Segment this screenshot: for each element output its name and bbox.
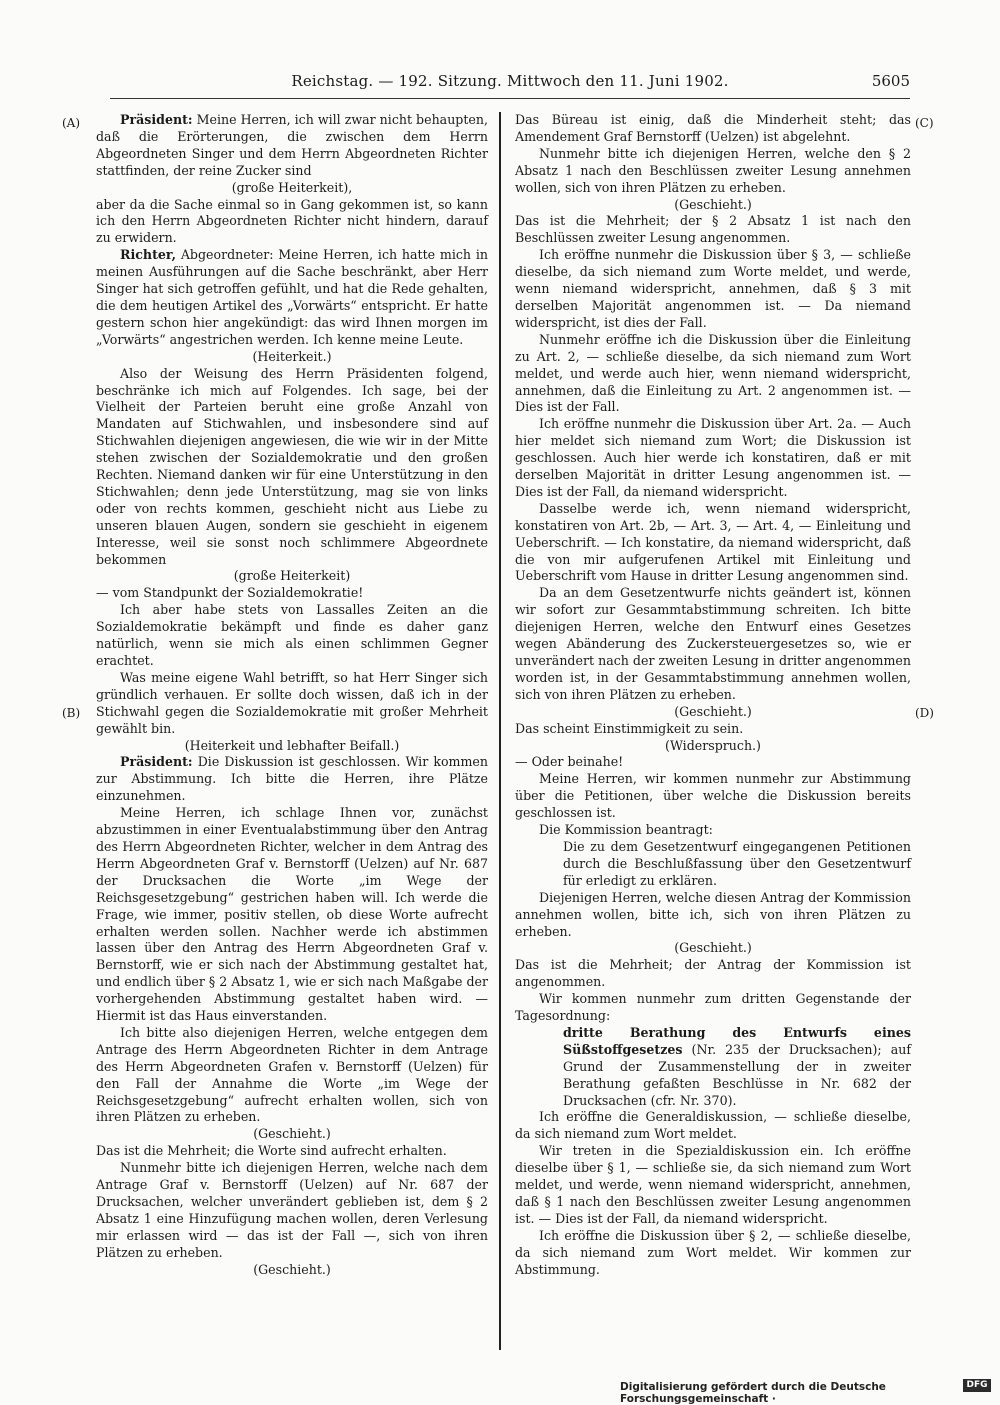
paragraph: Also der Weisung des Herrn Präsidenten folgend, beschränke ich mich auf Folgendes. Ich sage, bei der Vielheit der Parteien beruht eine große Anzahl von Mandaten auf Stichwahlen, und insbesondere sind auf Stichwahlen diejenigen angewiesen, die wie wir in der Mitte stehen zwischen der Sozialdemokratie und den großen Rechten. Niemand danken wir für eine Unterstützung in den Stichwahlen; denn jede Unterstützung, mag sie von links oder von rechts kommen, geschieht nicht aus Liebe zu unseren blauen Augen, sondern sie geschieht in eigenem Interesse, weil sie sonst noch schlimmere Abgeordnete bekommen [96,365,488,567]
paragraph: Wir treten in die Spezialdiskussion ein. Ich eröffne dieselbe über § 1, — schließe sie, da sich niemand zum Wort meldet, und werde, wenn niemand widerspricht, annehmen, daß § 1 nach den Beschlüssen zweiter Lesung angenommen ist. — Dies ist der Fall, da niemand widerspricht. [515,1143,911,1226]
paragraph: Nunmehr bitte ich diejenigen Herren, welche den § 2 Absatz 1 nach den Beschlüssen zweiter Lesung annehmen wollen, sich von ihren Plätzen zu erheben. [515,145,911,195]
agenda-item-text: (Nr. 235 der Drucksachen); auf Grund der Zusammenstellung der in zweiter Berathung gefaßten Beschlüsse in Nr. 682 der Drucksachen (cfr. Nr. 370). [563,1041,911,1108]
paragraph: Das ist die Mehrheit; der Antrag der Kommission ist angenommen. [515,957,911,990]
footer-credit: Digitalisierung gefördert durch die Deutsche Forschungsgemeinschaft · [620,1381,886,1405]
stage-direction: (Geschieht.) [674,940,752,956]
margin-marker-a: (A) [62,116,81,130]
paragraph: Ich aber habe stets von Lassalles Zeiten an die Sozialdemokratie bekämpft und finde es daher ganz natürlich, wenn sie mich als einen schlimmen Gegner erachtet. [96,602,488,668]
speech-text: Abgeordneter: Meine Herren, ich hatte mich in meinen Ausführungen auf die Sache beschränkt, aber Herr Singer hat sich getroffen gefühlt, und hat die Rede gehalten, die dem heutigen Artikel des „Vorwärts“ entspricht. Er hatte gestern schon hier angekündigt: das wird Ihnen morgen im „Vorwärts“ angestrichen werden. Ich kenne meine Leute. [96,247,488,347]
speech-paragraph [96,247,488,348]
paragraph: Da an dem Gesetzentwurfe nichts geändert ist, können wir sofort zur Gesammtabstimmung schreiten. Ich bitte diejenigen Herren, welche den Entwurf eines Gesetzes wegen Abänderung des Zuckersteuergesetzes so, wie er unverändert nach der zweiten Lesung in dritter angenommen worden ist, in der Gesammtabstimmung annehmen wollen, sich von ihren Plätzen zu erheben. [515,585,911,702]
stage-direction: (große Heiterkeit), [231,179,353,195]
stage-direction: (große Heiterkeit) [233,568,351,584]
page-number: 5605 [871,72,910,90]
stage-direction: (Heiterkeit und lebhafter Beifall.) [184,737,400,753]
speaker-name: Präsident: [120,112,193,127]
stage-direction: (Widerspruch.) [665,737,761,753]
speech-paragraph [96,754,488,805]
margin-marker-b: (B) [62,706,81,720]
margin-marker-d: (D) [915,706,934,720]
speech-paragraph [96,112,488,180]
agenda-item-title: dritte Berathung des Entwurfs eines Süßstoffgesetzes [563,1024,911,1057]
paragraph: Das ist die Mehrheit; die Worte sind aufrecht erhalten. [96,1143,447,1159]
agenda-item [563,1025,911,1110]
page-header-title: Reichstag. — 192. Sitzung. Mittwoch den 11. Juni 1902. [291,72,729,90]
paragraph: Dasselbe werde ich, wenn niemand widerspricht, konstatiren von Art. 2b, — Art. 3, — Art. 4, — Einleitung und Ueberschrift. — Ich konstatire, da niemand widerspricht, daß die von mir aufgerufenen Artikel mit Einleitung und Ueberschrift vom Hause in dritter Lesung angenommen sind. [515,500,911,584]
dfg-logo: DFG [963,1379,991,1392]
speech-text: Meine Herren, ich will zwar nicht behaupten, daß die Erörterungen, die zwischen dem Herrn Abgeordneten Singer und dem Herrn Abgeordneten Richter stattfinden, der reine Zucker sind [96,112,488,178]
speech-text: Die Diskussion ist geschlossen. Wir kommen zur Abstimmung. Ich bitte die Herren, ihre Plätze einzunehmen. [96,754,488,804]
speaker-name: Richter, [120,247,177,263]
left-column [96,112,488,1279]
paragraph: Wir kommen nunmehr zum dritten Gegenstande der Tagesordnung: [515,991,911,1024]
paragraph: Die Kommission beantragt: [539,822,713,838]
paragraph: Ich eröffne nunmehr die Diskussion über § 3, — schließe dieselbe, da sich niemand zum Worte meldet, und werde, wenn niemand widerspricht, annehmen, daß § 3 mit derselben Majorität angenommen ist. — Da niemand widerspricht, ist dies der Fall. [515,247,911,330]
paragraph: Meine Herren, wir kommen nunmehr zur Abstimmung über die Petitionen, über welche die Diskussion bereits geschlossen ist. [515,771,911,821]
header-rule [110,98,910,99]
paragraph: — vom Standpunkt der Sozialdemokratie! [96,585,364,601]
paragraph: Das ist die Mehrheit; der § 2 Absatz 1 ist nach den Beschlüssen zweiter Lesung angenommen. [515,213,911,246]
stage-direction: (Geschieht.) [253,1126,331,1142]
stage-direction: (Heiterkeit.) [252,348,332,364]
paragraph: Ich eröffne die Diskussion über § 2, — schließe dieselbe, da sich niemand zum Wort meldet. Wir kommen zur Abstimmung. [515,1227,911,1277]
page-header [110,72,910,94]
motion-text: Die zu dem Gesetzentwurf eingegangenen Petitionen durch die Beschlußfassung über den Gesetzentwurf für erledigt zu erklären. [563,838,911,888]
paragraph: Das Büreau ist einig, daß die Minderheit steht; das Amendement Graf Bernstorff (Uelzen) ist abgelehnt. [515,112,911,144]
paragraph: — Oder beinahe! [515,754,624,770]
speaker-name: Präsident: [120,754,193,770]
right-column [515,112,911,1279]
column-divider [499,112,501,1350]
paragraph: Nunmehr bitte ich diejenigen Herren, welche nach dem Antrage Graf v. Bernstorff (Uelzen) auf Nr. 687 der Drucksachen, welcher unverändert geblieben ist, dem § 2 Absatz 1 eine Hinzufügung machen wollen, deren Verlesung mir erlassen wird — das ist der Fall —, sich von ihren Plätzen zu erheben. [96,1160,488,1260]
stage-direction: (Geschieht.) [253,1261,331,1277]
paragraph: Meine Herren, ich schlage Ihnen vor, zunächst abzustimmen in einer Eventualabstimmung über den Antrag des Herrn Abgeordneten Richter, welcher in dem Antrag des Herrn Abgeordneten Graf v. Bernstorff (Uelzen) auf Nr. 687 der Drucksachen die Worte „im Wege der Reichsgesetzgebung“ gestrichen haben will. Ich werde die Frage, wie immer, positiv stellen, ob diese Worte aufrecht erhalten werden sollen. Nachher werde ich abstimmen lassen über den Antrag des Herrn Abgeordneten Graf v. Bernstorff, wie er sich nach der Abstimmung gestaltet hat, und endlich über § 2 Absatz 1, wie er sich nach Maßgabe der vorhergehenden Abstimmung gestaltet haben wird. — Hiermit ist das Haus einverstanden. [96,805,488,1024]
paragraph: Ich bitte also diejenigen Herren, welche entgegen dem Antrage des Herrn Abgeordneten Richter in dem Antrage des Herrn Abgeordneten Grafen v. Bernstorff (Uelzen) für den Fall der Annahme die Worte „im Wege der Reichsgesetzgebung“ aufrecht erhalten wollen, sich von ihren Plätzen zu erheben. [96,1024,488,1125]
paragraph: Ich eröffne die Generaldiskussion, — schließe dieselbe, da sich niemand zum Wort meldet. [515,1109,911,1142]
paragraph: Nunmehr eröffne ich die Diskussion über die Einleitung zu Art. 2, — schließe dieselbe, da sich niemand zum Wort meldet, und werde auch hier, wenn niemand widerspricht, annehmen, daß die Einleitung zu Art. 2 angenommen ist. — Dies ist der Fall. [515,331,911,415]
paragraph: Was meine eigene Wahl betrifft, so hat Herr Singer sich gründlich verhauen. Er sollte doch wissen, daß ich in der Stichwahl gegen die Sozialdemokratie mit großer Mehrheit gewählt bin. [96,669,488,736]
margin-marker-c: (C) [915,116,934,130]
stage-direction: (Geschieht.) [674,196,752,212]
stage-direction: (Geschieht.) [674,703,752,719]
paragraph: Diejenigen Herren, welche diesen Antrag der Kommission annehmen wollen, bitte ich, sich von ihren Plätzen zu erheben. [515,889,911,939]
paragraph: aber da die Sache einmal so in Gang gekommen ist, so kann ich den Herrn Abgeordneten Richter nicht hindern, darauf zu erwidern. [96,196,488,246]
paragraph: Das scheint Einstimmigkeit zu sein. [515,720,744,736]
paragraph: Ich eröffne nunmehr die Diskussion über Art. 2a. — Auch hier meldet sich niemand zum Wort; die Diskussion ist geschlossen. Auch hier werde ich konstatiren, daß er mit derselben Majorität in dritter Lesung angenommen ist. — Dies ist der Fall, da niemand widerspricht. [515,416,911,499]
